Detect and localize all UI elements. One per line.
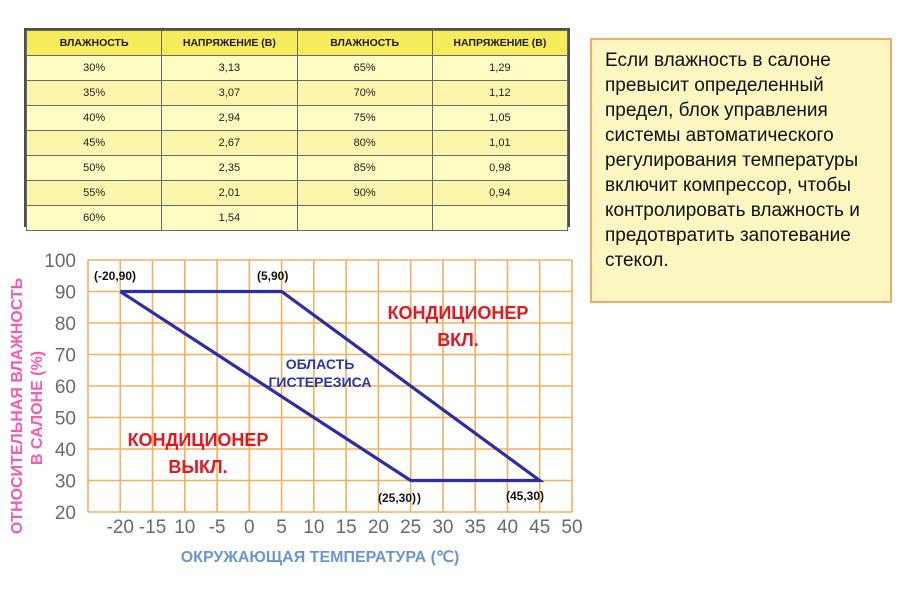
point-label-mark: ) [417,491,421,505]
x-tick-label: 30 [432,517,454,538]
table-cell: 75% [297,106,432,131]
table-cell: 70% [297,81,432,106]
table-cell: 2,67 [162,131,297,156]
table-header-cell: ВЛАЖНОСТЬ [27,31,162,56]
table-header-cell: НАПРЯЖЕНИЕ (В) [432,31,567,56]
table-cell: 80% [297,131,432,156]
y-tick-label: 40 [54,440,76,461]
x-tick-label: -5 [208,517,226,538]
x-tick-label: 10 [174,517,196,538]
table-cell: 1,05 [432,106,567,131]
table-cell: 85% [297,156,432,181]
hysteresis-label: ОБЛАСТЬ [285,356,355,372]
table-cell: 30% [27,56,162,81]
y-axis-label-line2: В САЛОНЕ (%) [29,350,46,466]
x-tick-label: 25 [400,517,422,538]
table-cell: 65% [297,56,432,81]
table-cell: 45% [27,131,162,156]
x-tick-label: 40 [496,517,519,538]
x-tick-label: 35 [464,517,486,538]
y-axis-label: ОТНОСИТЕЛЬНАЯ ВЛАЖНОСТЬ [9,277,26,535]
table-cell: 1,12 [432,81,567,106]
point-label: (25,30) [378,491,417,505]
table-cell: 55% [27,181,162,206]
x-tick-label: 45 [529,517,551,538]
table-cell: 50% [27,156,162,181]
table-cell: 2,94 [162,106,297,131]
x-tick-label: 0 [244,517,255,538]
x-tick-label: 5 [276,517,287,538]
table-cell: 2,35 [162,156,297,181]
x-tick-label: -20 [106,517,135,538]
y-tick-label: 30 [54,471,76,493]
table-cell: 1,29 [432,56,567,81]
y-tick-label: 50 [54,408,76,430]
x-axis-label: ОКРУЖАЮЩАЯ ТЕМПЕРАТУРА (℃) [180,549,460,566]
x-tick-label: 15 [335,517,357,538]
x-tick-label: 20 [367,517,389,538]
y-tick-label: 80 [54,314,76,335]
ac-off-label: КОНДИЦИОНЕР [127,430,269,450]
y-tick-label: 20 [54,503,76,524]
table-cell: 3,13 [162,56,297,81]
table-cell: 40% [27,106,162,131]
table-cell: 2,01 [162,181,297,206]
y-tick-label: 60 [54,377,76,398]
point-label: (-20,90) [94,269,137,283]
ac-on-label: КОНДИЦИОНЕР [387,303,529,323]
y-tick-label: 90 [54,282,76,304]
x-tick-label: 50 [561,517,583,538]
table-cell: 1,54 [162,206,297,231]
table-cell: 60% [27,206,162,231]
table-cell: 90% [297,181,432,206]
hysteresis-label-line2: ГИСТЕРЕЗИСА [268,374,372,390]
info-note-text: Если влажность в салоне превысит определенный предел, блок управления системы автоматического регулирования температуры включит компрессор, чтобы контролировать влажность и предотвратить запотевание стекол. [605,50,860,271]
table-header-cell: ВЛАЖНОСТЬ [297,31,432,56]
table-cell: 0,94 [432,181,567,206]
table-cell: 35% [27,81,162,106]
x-tick-label: 10 [303,517,325,538]
point-label: (5,90) [257,269,289,283]
chart-annotations [128,303,529,477]
table-cell: 3,07 [162,81,297,106]
ac-on-label-line2: ВКЛ. [437,330,479,350]
y-tick-label: 100 [44,251,76,272]
table-header-cell: НАПРЯЖЕНИЕ (В) [162,31,297,56]
table-cell: 0,98 [432,156,567,181]
table-cell: 1,01 [432,131,567,156]
x-tick-label: -15 [138,517,167,538]
ac-off-label-line2: ВЫКЛ. [168,457,228,477]
point-label: (45,30) [506,489,545,503]
y-tick-label: 70 [54,345,76,367]
